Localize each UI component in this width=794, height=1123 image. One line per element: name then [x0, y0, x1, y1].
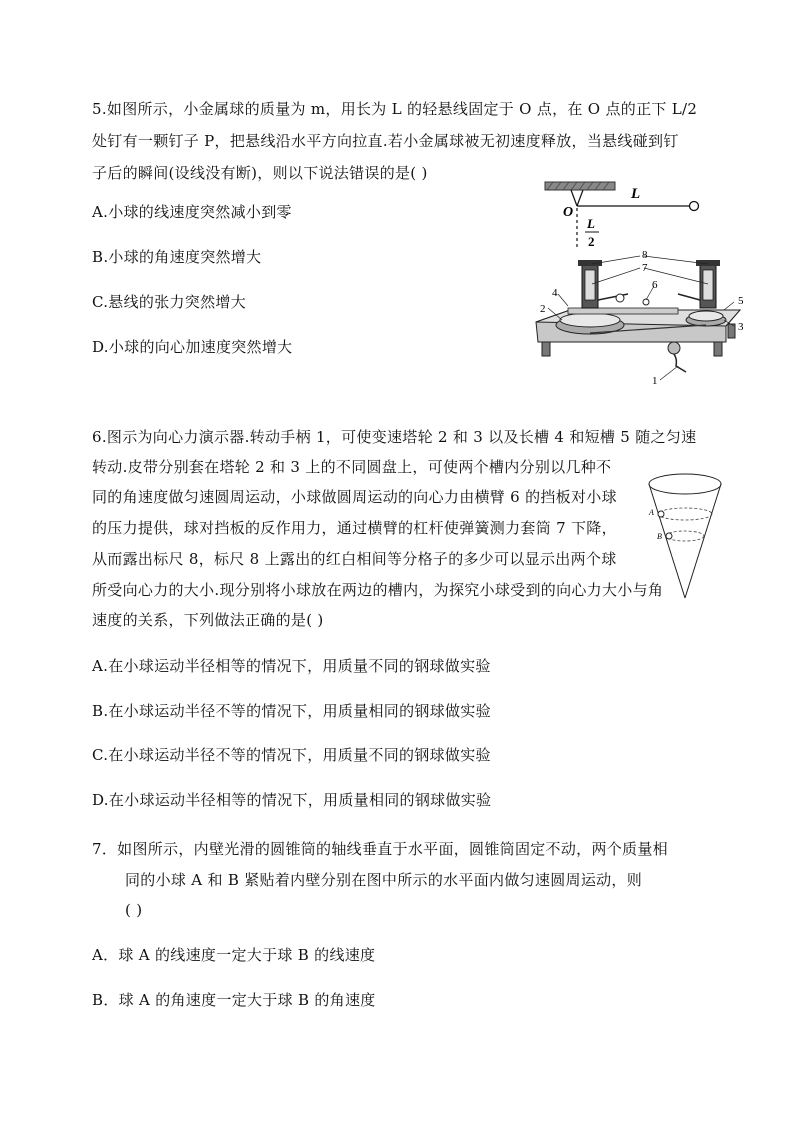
- apparatus-label-1: 1: [652, 375, 658, 387]
- q7-stem-line-2: 同的小球 A 和 B 紧贴着内壁分别在图中所示的水平面内做匀速圆周运动，则: [125, 871, 643, 889]
- q5-option-a: A.小球的线速度突然减小到零: [92, 203, 292, 221]
- q6-option-c: C.在小球运动半径不等的情况下，用质量不同的钢球做实验: [92, 746, 491, 764]
- q7-option-a: A．球 A 的线速度一定大于球 B 的线速度: [92, 946, 376, 964]
- apparatus-label-3: 3: [738, 321, 744, 333]
- apparatus-label-4: 4: [552, 287, 558, 299]
- apparatus-label-7: 7: [642, 262, 648, 274]
- q6-stem-line-5: 从而露出标尺 8，标尺 8 上露出的红白相间等分格子的多少可以显示出两个球: [92, 550, 617, 568]
- q5-option-d: D.小球的向心加速度突然增大: [92, 338, 293, 356]
- q5-option-b: B.小球的角速度突然增大: [92, 248, 262, 266]
- q6-stem-line-4: 的压力提供，球对挡板的反作用力，通过横臂的杠杆使弹簧测力套筒 7 下降，: [92, 519, 617, 537]
- cone-figure: [645, 470, 725, 602]
- cone-label-b: B: [657, 532, 662, 541]
- q6-option-d: D.在小球运动半径相等的情况下，用质量相同的钢球做实验: [92, 791, 492, 809]
- cone-label-a: A: [649, 508, 654, 517]
- label-o: O: [563, 205, 574, 220]
- pendulum-figure: [535, 176, 710, 256]
- q7-stem-line-1: 7．如图所示，内壁光滑的圆锥筒的轴线垂直于水平面，圆锥筒固定不动，两个质量相: [92, 840, 668, 858]
- q6-stem-line-1: 6.图示为向心力演示器.转动手柄 1，可使变速塔轮 2 和 3 以及长槽 4 和短槽 5 随之匀速: [92, 428, 697, 446]
- apparatus-label-6: 6: [652, 279, 658, 291]
- q6-option-a: A.在小球运动半径相等的情况下，用质量不同的钢球做实验: [92, 657, 491, 675]
- apparatus-label-5: 5: [738, 295, 744, 307]
- label-l: L: [631, 186, 641, 202]
- q6-stem-line-6: 所受向心力的大小.现分别将小球放在两边的槽内，为探究小球受到的向心力大小与角: [92, 581, 664, 599]
- apparatus-label-2: 2: [540, 303, 546, 315]
- q7-option-b: B．球 A 的角速度一定大于球 B 的角速度: [92, 991, 376, 1009]
- q6-stem-line-2: 转动.皮带分别套在塔轮 2 和 3 上的不同圆盘上，可使两个槽内分别以几种不: [92, 458, 612, 476]
- q5-option-c: C.悬线的张力突然增大: [92, 293, 247, 311]
- label-half-denominator: 2: [588, 234, 595, 249]
- label-half-numerator: L: [587, 216, 595, 231]
- q5-stem-line-2: 处钉有一颗钉子 P，把悬线沿水平方向拉直.若小金属球被无初速度释放，当悬线碰到钉: [92, 132, 679, 150]
- q5-stem-line-3: 子后的瞬间(设线没有断)，则以下说法错误的是( ): [92, 164, 428, 182]
- q6-stem-line-3: 同的角速度做匀速圆周运动，小球做圆周运动的向心力由横臂 6 的挡板对小球: [92, 488, 617, 506]
- apparatus-label-8: 8: [642, 250, 648, 261]
- q6-stem-line-7: 速度的关系，下列做法正确的是( ): [92, 611, 324, 629]
- centripetal-apparatus-figure: [528, 250, 758, 390]
- q5-stem-line-1: 5.如图所示，小金属球的质量为 m，用长为 L 的轻悬线固定于 O 点，在 O 点的正下 L/2: [92, 100, 698, 118]
- q6-option-b: B.在小球运动半径不等的情况下，用质量相同的钢球做实验: [92, 702, 491, 720]
- q7-stem-line-3: ( ): [125, 901, 143, 919]
